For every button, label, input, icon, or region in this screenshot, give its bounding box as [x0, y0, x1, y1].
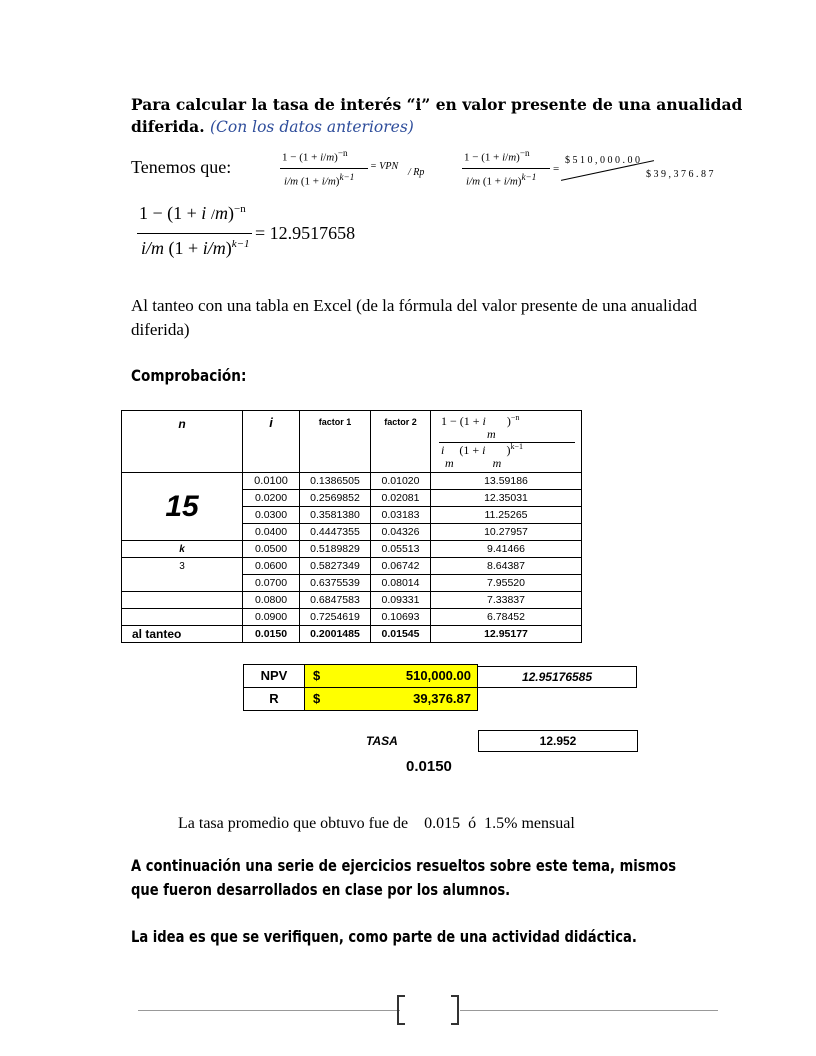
cell-i: 0.0700: [243, 575, 300, 592]
r-cell: [304, 687, 478, 711]
intro-paren: (Con los datos anteriores): [210, 118, 414, 136]
cell-r: 6.78452: [431, 609, 582, 626]
cell-i: 0.0150: [243, 626, 300, 643]
header-n: n: [122, 411, 243, 473]
cell-r: 12.35031: [431, 490, 582, 507]
cell-f2: 0.06742: [371, 558, 431, 575]
cell-f1: 0.6847583: [300, 592, 371, 609]
closing-line3: La idea es que se verifiquen, como parte de una actividad didáctica.: [131, 927, 637, 946]
cell-f1: 0.6375539: [300, 575, 371, 592]
cell-f1: 0.4447355: [300, 524, 371, 541]
cell-f2: 0.01545: [371, 626, 431, 643]
cell-r: 7.33837: [431, 592, 582, 609]
cell-f2: 0.05513: [371, 541, 431, 558]
header-formula: 1 − (1 + i )$^{-n}$ m i (1 + i )$^{k-1}$ m m: [431, 411, 582, 473]
cell-r: 11.25265: [431, 507, 582, 524]
cell-i: 0.0800: [243, 592, 300, 609]
npv-label: NPV: [243, 664, 305, 688]
cell-f1: 0.2001485: [300, 626, 371, 643]
k-value: 3: [122, 558, 243, 575]
r-label: R: [243, 687, 305, 711]
header-factor2: factor 2: [371, 411, 431, 473]
cell-i: 0.0300: [243, 507, 300, 524]
intro-line2: diferida.: [131, 117, 205, 136]
npv-cell: [304, 664, 478, 688]
cell-f1: 0.7254619: [300, 609, 371, 626]
cell-i: 0.0200: [243, 490, 300, 507]
n-value: 15: [122, 473, 243, 541]
r-value: 39,376.87: [413, 691, 471, 706]
footer-rule-right: [460, 1010, 718, 1011]
tanteo-label: al tanteo: [122, 626, 243, 643]
tasa-value: 12.952: [478, 730, 638, 752]
cell-f2: 0.04326: [371, 524, 431, 541]
empty-cell: [122, 575, 243, 592]
cell-i: 0.0600: [243, 558, 300, 575]
tenemos-label: Tenemos que:: [131, 157, 232, 177]
paragraph-tanteo: Al tanteo con una tabla en Excel (de la fórmula del valor presente de una anualidad diferida): [131, 296, 697, 339]
r-currency: $: [313, 691, 321, 706]
cell-f1: 0.2569852: [300, 490, 371, 507]
tasa-rate: 0.0150: [406, 758, 452, 775]
cell-f1: 0.5827349: [300, 558, 371, 575]
empty-cell: [122, 609, 243, 626]
k-label: k: [122, 541, 243, 558]
npv-value: 510,000.00: [405, 668, 471, 683]
cell-i: 0.0500: [243, 541, 300, 558]
cell-r: 10.27957: [431, 524, 582, 541]
comprobacion-heading: Comprobación:: [131, 366, 247, 385]
footer-bracket-left: [397, 995, 405, 1025]
npv-ratio: 12.95176585: [477, 666, 637, 688]
tasa-label: TASA: [366, 734, 398, 748]
intro-line1: Para calcular la tasa de interés “i” en valor presente de una anualidad: [131, 95, 743, 114]
r-formula-value: $ 3 9 , 3 7 6 . 8 7: [646, 169, 714, 180]
header-i: i: [243, 411, 300, 473]
cell-f2: 0.01020: [371, 473, 431, 490]
cell-r: 7.95520: [431, 575, 582, 592]
npv-formula-value: $ 5 1 0 , 0 0 0 . 0 0: [565, 155, 640, 166]
footer-bracket-right: [451, 995, 459, 1025]
cell-f2: 0.02081: [371, 490, 431, 507]
cell-f2: 0.09331: [371, 592, 431, 609]
cell-i: 0.0100: [243, 473, 300, 490]
closing-line2: que fueron desarrollados en clase por los alumnos.: [131, 880, 511, 899]
closing-line1: A continuación una serie de ejercicios resueltos sobre este tema, mismos: [131, 856, 677, 875]
npv-currency: $: [313, 668, 321, 683]
intro-paragraph: [131, 94, 771, 138]
tanteo-table: [121, 410, 582, 643]
formula-result: = 12.9517658: [255, 223, 356, 243]
cell-r: 12.95177: [431, 626, 582, 643]
cell-r: 8.64387: [431, 558, 582, 575]
empty-cell: [122, 592, 243, 609]
cell-i: 0.0400: [243, 524, 300, 541]
header-factor1: factor 1: [300, 411, 371, 473]
cell-f1: 0.5189829: [300, 541, 371, 558]
cell-f2: 0.03183: [371, 507, 431, 524]
footer-rule-left: [138, 1010, 400, 1011]
cell-r: 13.59186: [431, 473, 582, 490]
cell-i: 0.0900: [243, 609, 300, 626]
cell-f1: 0.3581380: [300, 507, 371, 524]
cell-f2: 0.10693: [371, 609, 431, 626]
cell-r: 9.41466: [431, 541, 582, 558]
promedio-text: La tasa promedio que obtuvo fue de 0.015 ó 1.5% mensual: [178, 815, 575, 832]
cell-f2: 0.08014: [371, 575, 431, 592]
cell-f1: 0.1386505: [300, 473, 371, 490]
